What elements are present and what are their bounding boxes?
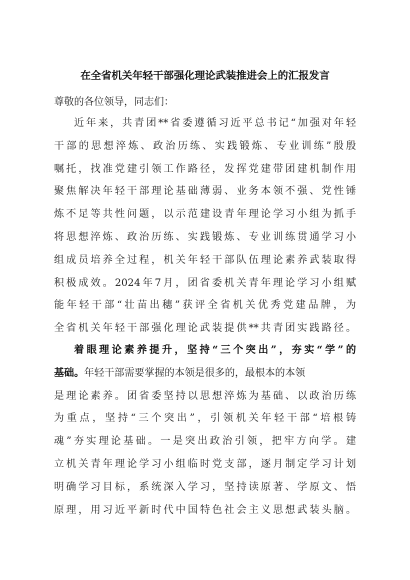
paragraph-line: 干部的思想淬炼、政治历练、实践锻炼、专业训练”殷殷	[54, 140, 356, 152]
paragraph-line: 近年来，共青团**省委遵循习近平总书记“加强对年轻	[74, 118, 356, 129]
paragraph-line: 能年轻干部“壮苗出穗”获评全省机关优秀党建品牌，为	[54, 300, 356, 312]
paragraph-line: 是理论素养。团省委坚持以思想淬炼为基础、以政治历练	[54, 390, 356, 402]
paragraph-line: 明确学习目标，系统深入学习，坚持读原著、学原文、悟	[54, 481, 356, 493]
paragraph-line: 为重点，坚持“三个突出”，引领机关年轻干部“培根铸	[54, 413, 356, 425]
paragraph-line: 全省机关年轻干部强化理论武装提供**共青团实践路径。	[54, 323, 356, 335]
paragraph-line: 将思想淬炼、政治历练、实践锻炼、专业训练贯通学习小	[54, 231, 356, 243]
paragraph-line: 魂”夯实理论基础。一是突出政治引领，把牢方向学。建	[54, 436, 356, 448]
paragraph-2	[54, 340, 356, 522]
paragraph-line: 嘱托，找准党建引领工作路径，发挥党建带团建机制作用	[54, 163, 356, 175]
section-heading-tail: 基础。	[54, 367, 85, 379]
paragraph-line	[54, 363, 356, 386]
paragraph-line: 积极成效。2024年7月，团省委机关青年理论学习小组赋	[54, 277, 356, 289]
paragraph-line: 聚焦解决年轻干部理论基础薄弱、业务本领不强、党性锤	[54, 186, 356, 198]
paragraph-line: 组成员培养全过程，机关年轻干部队伍理论素养武装取得	[54, 254, 356, 266]
paragraph-1	[54, 113, 356, 341]
paragraph-text: 年轻干部需要掌握的本领是很多的，最根本的本领	[84, 367, 306, 379]
section-heading: 着眼理论素养提升，坚持“三个突出”，夯实“学”的	[74, 345, 356, 356]
document-title: 在全省机关年轻干部强化理论武装推进会上的汇报发言	[80, 70, 330, 82]
paragraph-line: 原理，用习近平新时代中国特色社会主义思想武装头脑。	[54, 504, 356, 516]
salutation: 尊敬的各位领导，同志们：	[54, 97, 174, 108]
paragraph-line: 炼不足等共性问题，以示范建设青年理论学习小组为抓手	[54, 209, 356, 221]
paragraph-line: 立机关青年理论学习小组临时党支部，逐月制定学习计划	[54, 458, 356, 470]
